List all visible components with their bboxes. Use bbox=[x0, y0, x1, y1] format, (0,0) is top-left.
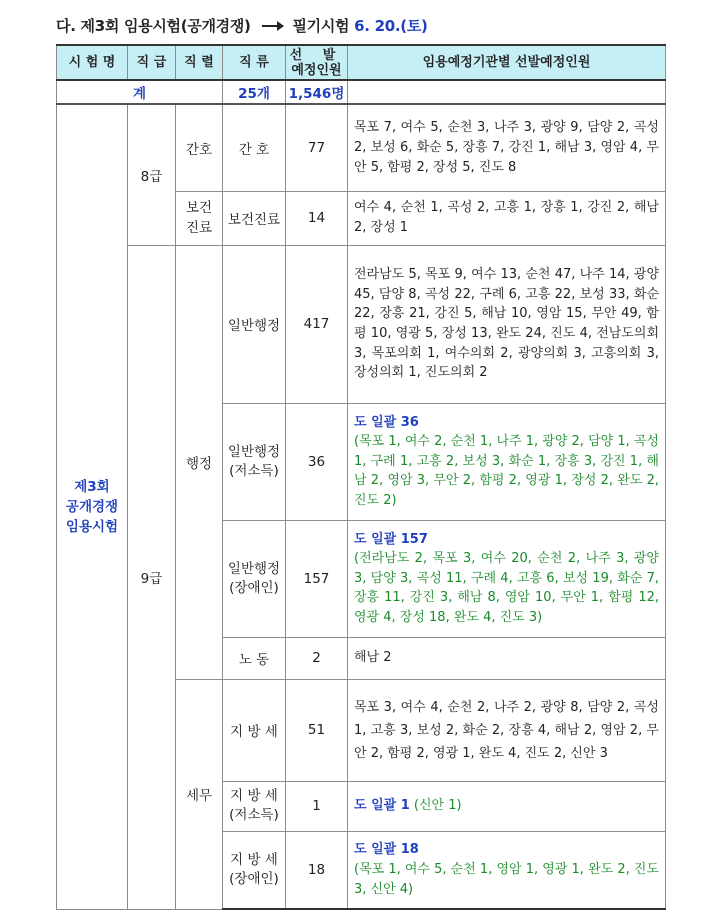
exam-name-line: 제3회 bbox=[74, 478, 110, 495]
detail-cell bbox=[348, 831, 666, 909]
class-cell: 보건진료 bbox=[223, 191, 286, 245]
count-cell: 2 bbox=[286, 637, 348, 679]
class-line: 일반행정 bbox=[227, 443, 281, 460]
class-cell bbox=[223, 403, 286, 520]
title-prefix: 다. 제3회 임용시험(공개경쟁) bbox=[56, 17, 251, 35]
header-detail: 임용예정기관별 선발예정인원 bbox=[348, 45, 666, 80]
detail-note: (신안 1) bbox=[413, 798, 462, 814]
total-detail-empty bbox=[348, 80, 666, 104]
exam-name-line: 공개경쟁 bbox=[65, 498, 119, 515]
title-exam: 필기시험 bbox=[292, 17, 350, 35]
class-line: (장애인) bbox=[229, 579, 279, 596]
table-header-row bbox=[57, 45, 666, 80]
class-line: 지 방 세 bbox=[230, 788, 278, 804]
series-admin: 행정 bbox=[176, 245, 223, 679]
count-cell: 157 bbox=[286, 520, 348, 637]
arrow-right-icon bbox=[262, 25, 282, 27]
class-cell: 간 호 bbox=[223, 104, 286, 191]
series-health-line: 보건 bbox=[185, 200, 213, 216]
table-row bbox=[57, 104, 666, 191]
total-label: 계 bbox=[57, 80, 223, 104]
header-count-line2: 예정인원 bbox=[291, 62, 342, 78]
detail-cell bbox=[348, 781, 666, 831]
series-nursing: 간호 bbox=[176, 104, 223, 191]
detail-cell bbox=[348, 520, 666, 637]
count-cell: 14 bbox=[286, 191, 348, 245]
total-count: 1,546명 bbox=[286, 80, 348, 104]
count-cell: 1 bbox=[286, 781, 348, 831]
class-cell bbox=[223, 781, 286, 831]
class-cell bbox=[223, 831, 286, 909]
detail-note: (목포 1, 여수 5, 순천 1, 영암 1, 영광 1, 완도 2, 진도 3, 신안 4) bbox=[354, 861, 659, 897]
detail-cell: 목포 7, 여수 5, 순천 3, 나주 3, 광양 9, 담양 2, 곡성 2, 보성 6, 화순 5, 장흥 7, 강진 1, 해남 3, 영암 4, 무안 5, 함평 2, 장성 5, 진도 8 bbox=[348, 104, 666, 191]
section-title bbox=[56, 8, 428, 44]
detail-lead: 도 일괄 1 bbox=[354, 798, 410, 814]
class-line: (저소득) bbox=[229, 807, 279, 823]
count-cell: 417 bbox=[286, 245, 348, 403]
detail-note: (전라남도 2, 목포 3, 여수 20, 순천 2, 나주 3, 광양 3, 담양 3, 곡성 11, 구례 4, 고흥 6, 보성 19, 화순 7, 장흥 11, 강진 3, 해남 8, 영암 10, 무안 1, 함평 12, 영광 4, 장성 18, 완도 4, 진도 3) bbox=[354, 551, 659, 625]
grade-9: 9급 bbox=[128, 245, 176, 909]
header-series: 직 렬 bbox=[176, 45, 223, 80]
class-cell: 일반행정 bbox=[223, 245, 286, 403]
series-tax: 세무 bbox=[176, 679, 223, 909]
count-cell: 77 bbox=[286, 104, 348, 191]
detail-lead: 도 일괄 18 bbox=[354, 842, 419, 858]
detail-cell: 목포 3, 여수 4, 순천 2, 나주 2, 광양 8, 담양 2, 곡성 1, 고흥 3, 보성 2, 화순 2, 장흥 4, 해남 2, 영암 2, 무안 2, 함평 2, 영광 1, 완도 4, 진도 2, 신안 3 bbox=[348, 679, 666, 781]
total-row bbox=[57, 80, 666, 104]
class-line: (저소득) bbox=[229, 462, 279, 479]
class-cell: 지 방 세 bbox=[223, 679, 286, 781]
class-line: 일반행정 bbox=[227, 560, 281, 577]
exam-name-cell bbox=[57, 104, 128, 909]
count-cell: 18 bbox=[286, 831, 348, 909]
detail-cell: 여수 4, 순천 1, 곡성 2, 고흥 1, 장흥 1, 강진 2, 해남 2, 장성 1 bbox=[348, 191, 666, 245]
class-line: 지 방 세 bbox=[230, 851, 278, 868]
header-count bbox=[286, 45, 348, 80]
class-cell bbox=[223, 520, 286, 637]
detail-cell bbox=[348, 403, 666, 520]
count-cell: 51 bbox=[286, 679, 348, 781]
detail-cell: 해남 2 bbox=[348, 637, 666, 679]
header-count-line1: 선 발 bbox=[289, 47, 344, 63]
grade-8: 8급 bbox=[128, 104, 176, 245]
title-date: 6. 20.(토) bbox=[354, 17, 428, 35]
total-classes: 25개 bbox=[223, 80, 286, 104]
series-health bbox=[176, 191, 223, 245]
series-health-line: 진료 bbox=[185, 220, 213, 236]
exam-name-line: 임용시험 bbox=[65, 518, 119, 535]
header-grade: 직 급 bbox=[128, 45, 176, 80]
recruitment-table bbox=[56, 44, 666, 910]
detail-note: (목포 1, 여수 2, 순천 1, 나주 1, 광양 2, 담양 1, 곡성 1, 구례 1, 고흥 2, 보성 3, 화순 1, 장흥 3, 강진 1, 해남 2, 영암 3, 무안 2, 함평 2, 영광 1, 장성 2, 완도 2, 진도 2) bbox=[354, 434, 659, 508]
header-class: 직 류 bbox=[223, 45, 286, 80]
header-exam: 시 험 명 bbox=[57, 45, 128, 80]
table-row bbox=[57, 245, 666, 403]
class-line: (장애인) bbox=[229, 870, 279, 887]
count-cell: 36 bbox=[286, 403, 348, 520]
detail-cell: 전라남도 5, 목포 9, 여수 13, 순천 47, 나주 14, 광양 45, 담양 8, 곡성 22, 구례 6, 고흥 22, 보성 33, 화순 22, 장흥 21, 강진 5, 해남 10, 영암 15, 무안 49, 함평 10, 영광 5, 장성 13, 완도 24, 진도 4, 전남도의회 3, 목포의회 1, 여수의회 2, 광양의회 3, 고흥의회 3, 장성의회 1, 진도의회 2 bbox=[348, 245, 666, 403]
detail-lead: 도 일괄 36 bbox=[354, 414, 419, 430]
class-cell: 노 동 bbox=[223, 637, 286, 679]
detail-lead: 도 일괄 157 bbox=[354, 531, 428, 547]
